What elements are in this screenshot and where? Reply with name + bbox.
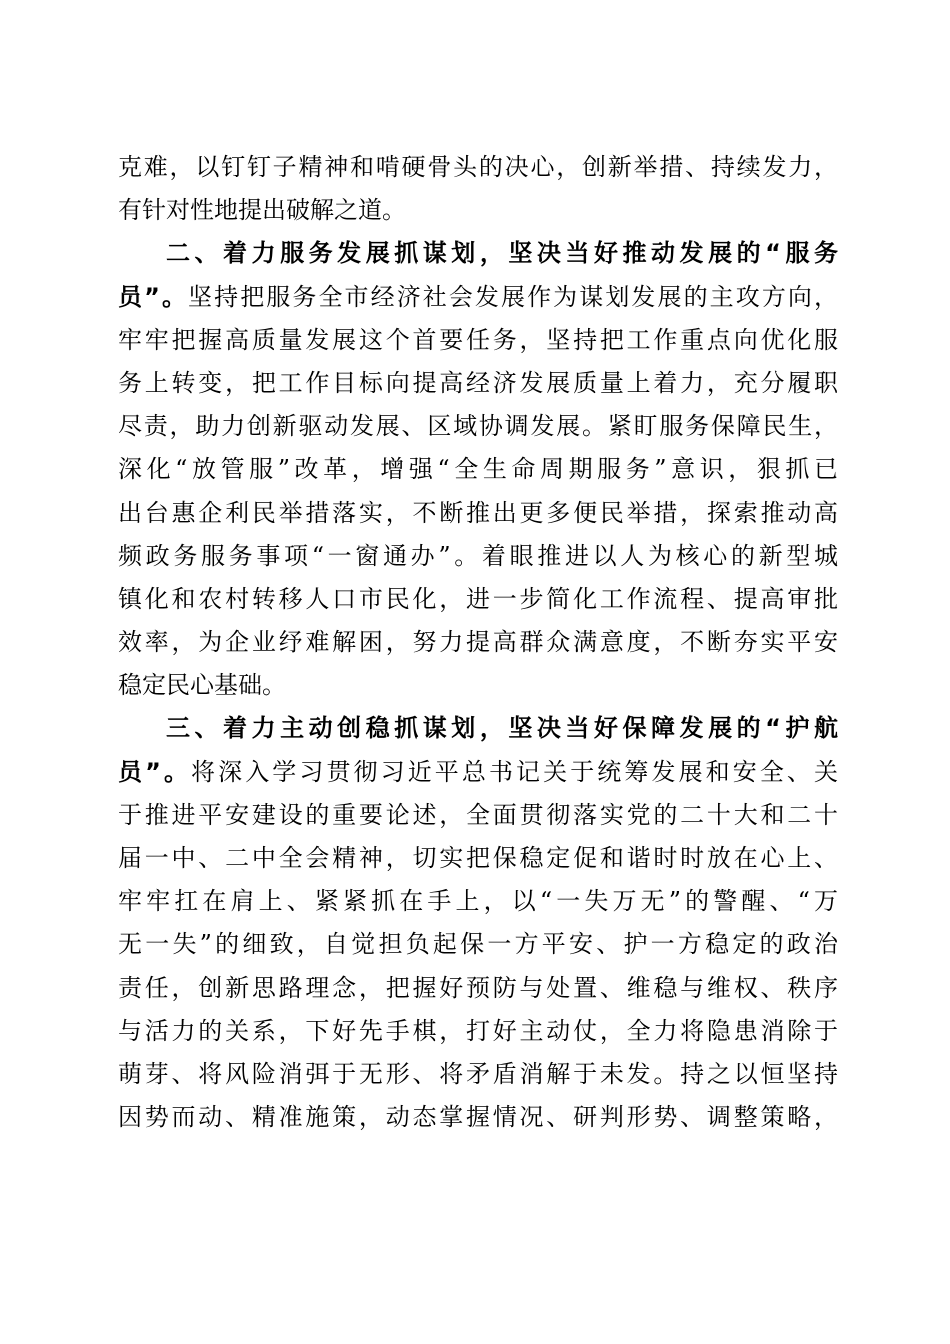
section-2-line: 牢牢把握高质量发展这个首要任务，坚持把工作重点向优化服: [118, 325, 838, 354]
section-3-line: 因势而动、精准施策，动态掌握情况、研判形势、调整策略，: [118, 1103, 838, 1132]
section-2-line: 尽责，助力创新驱动发展、区域协调发展。紧盯服务保障民生，: [118, 412, 838, 441]
section-3-heading: 三、着力主动创稳抓谋划，坚决当好保障发展的“护航: [166, 714, 838, 743]
section-2-line: 镇化和农村转移人口市民化，进一步简化工作流程、提高审批: [118, 584, 838, 613]
section-2-heading-end: 员”。: [118, 282, 189, 311]
section-2-line-1: [118, 276, 838, 319]
section-3-line: 与活力的关系，下好先手棋，打好主动仗，全力将隐患消除于: [118, 1016, 838, 1045]
section-2-line: 出台惠企利民举措落实，不断推出更多便民举措，探索推动高: [118, 498, 838, 527]
section-3-heading-end: 员”。: [118, 757, 192, 786]
section-3-line-1-text: 将深入学习贯彻习近平总书记关于统筹发展和安全、关: [191, 757, 838, 786]
section-2-line-1-text: 坚持把服务全市经济社会发展作为谋划发展的主攻方向，: [188, 282, 839, 311]
section-2-line: 频政务服务事项“一窗通办”。着眼推进以人为核心的新型城: [118, 541, 838, 570]
section-3-line: 无一失”的细致，自觉担负起保一方平安、护一方稳定的政治: [118, 930, 838, 959]
section-2-line: 效率，为企业纾难解困，努力提高群众满意度，不断夯实平安: [118, 628, 838, 657]
paragraph-1-line-2: 有针对性地提出破解之道。: [118, 196, 406, 225]
paragraph-1-line-1: 克难，以钉钉子精神和啃硬骨头的决心，创新举措、持续发力，: [118, 153, 838, 181]
section-2-heading: 二、着力服务发展抓谋划，坚决当好推动发展的“服务: [166, 239, 838, 268]
section-3-line: 萌芽、将风险消弭于无形、将矛盾消解于未发。持之以恒坚持: [118, 1059, 838, 1088]
section-3-line: 届一中、二中全会精神，切实把保稳定促和谐时时放在心上、: [118, 844, 838, 872]
section-3-line: 责任，创新思路理念，把握好预防与处置、维稳与维权、秩序: [118, 973, 838, 1002]
section-2-line: 务上转变，把工作目标向提高经济发展质量上着力，充分履职: [118, 368, 838, 397]
document-body: [118, 146, 838, 1139]
section-2-line: 稳定民心基础。: [118, 671, 286, 700]
section-3-line: 于推进平安建设的重要论述，全面贯彻落实党的二十大和二十: [118, 800, 838, 829]
section-3-line-1: [118, 751, 838, 794]
section-3-line: 牢牢扛在肩上、紧紧抓在手上，以“一失万无”的警醒、“万: [118, 887, 838, 916]
section-2-line: 深化“放管服”改革，增强“全生命周期服务”意识，狠抓已: [118, 455, 838, 484]
